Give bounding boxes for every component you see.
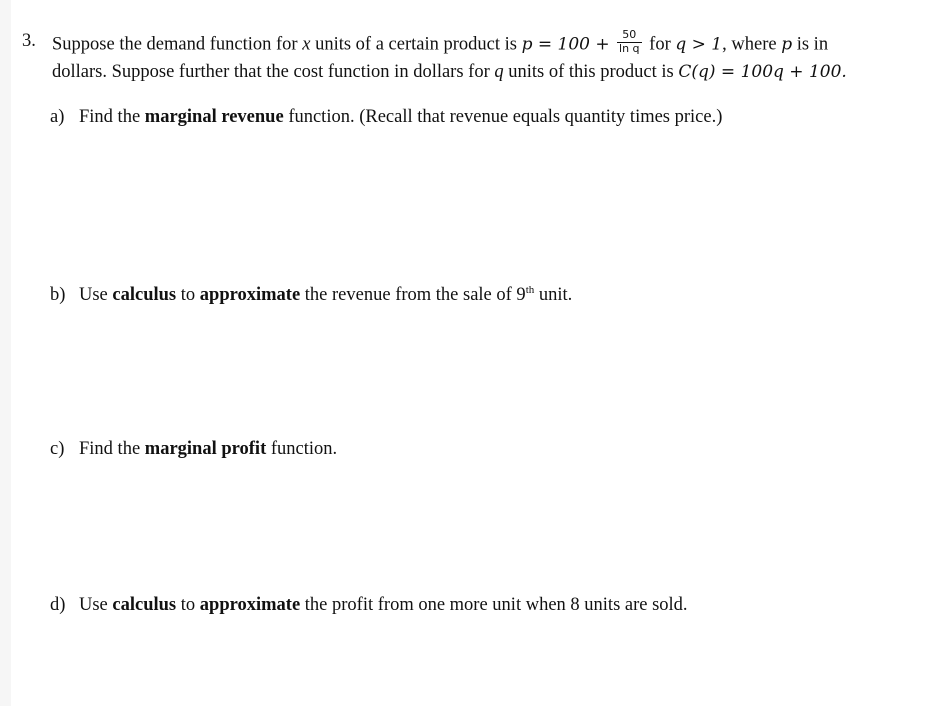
bold-term: calculus: [112, 595, 177, 615]
text: Suppose the demand function for: [52, 34, 303, 55]
fraction-numerator: 50: [617, 29, 642, 43]
text: function. (Recall that revenue equals quantity times price.): [283, 107, 723, 127]
text: Find the: [79, 107, 145, 127]
ordinal-superscript: th: [525, 283, 535, 296]
bold-term: approximate: [199, 285, 301, 305]
text: units of a certain product is: [310, 34, 522, 55]
bold-term: calculus: [112, 285, 177, 305]
text: the profit from one more unit when 8 units are sold.: [300, 595, 688, 615]
text: unit.: [534, 285, 573, 305]
text: the revenue from the sale of 9: [300, 285, 526, 305]
part-b-label: b): [50, 285, 66, 305]
text: dollars. Suppose further that the cost function in dollars for: [52, 62, 495, 82]
part-a: [50, 108, 722, 127]
text: to: [176, 285, 200, 305]
page-margin: [0, 0, 11, 706]
part-c-label: c): [50, 439, 65, 459]
domain-condition: q > 1: [675, 34, 723, 55]
text: is in: [792, 34, 829, 55]
cost-function: C(q) = 100q + 100.: [678, 62, 847, 82]
part-c: [50, 440, 337, 459]
part-b: [50, 283, 573, 305]
text: Use: [79, 285, 113, 305]
bold-term: marginal profit: [144, 439, 267, 459]
bold-term: marginal revenue: [144, 107, 284, 127]
bold-term: approximate: [199, 595, 301, 615]
demand-equation-lhs: p = 100 +: [521, 34, 616, 55]
text: to: [176, 595, 200, 615]
text: Use: [79, 595, 113, 615]
text: units of this product is: [503, 62, 679, 82]
part-d-label: d): [50, 595, 66, 615]
problem-statement-line-1: [52, 28, 829, 58]
variable-x: x: [302, 34, 311, 55]
variable-p: p: [781, 34, 793, 55]
problem-number: 3.: [22, 31, 36, 51]
fraction-denominator: ln q: [619, 41, 640, 55]
part-a-label: a): [50, 107, 65, 127]
variable-q: q: [494, 62, 504, 82]
demand-fraction: [617, 29, 642, 55]
problem-statement-line-2: [52, 63, 847, 82]
text: Find the: [79, 439, 145, 459]
text: , where: [722, 34, 782, 55]
part-d: [50, 596, 688, 615]
text: for: [644, 34, 676, 55]
text: function.: [266, 439, 338, 459]
